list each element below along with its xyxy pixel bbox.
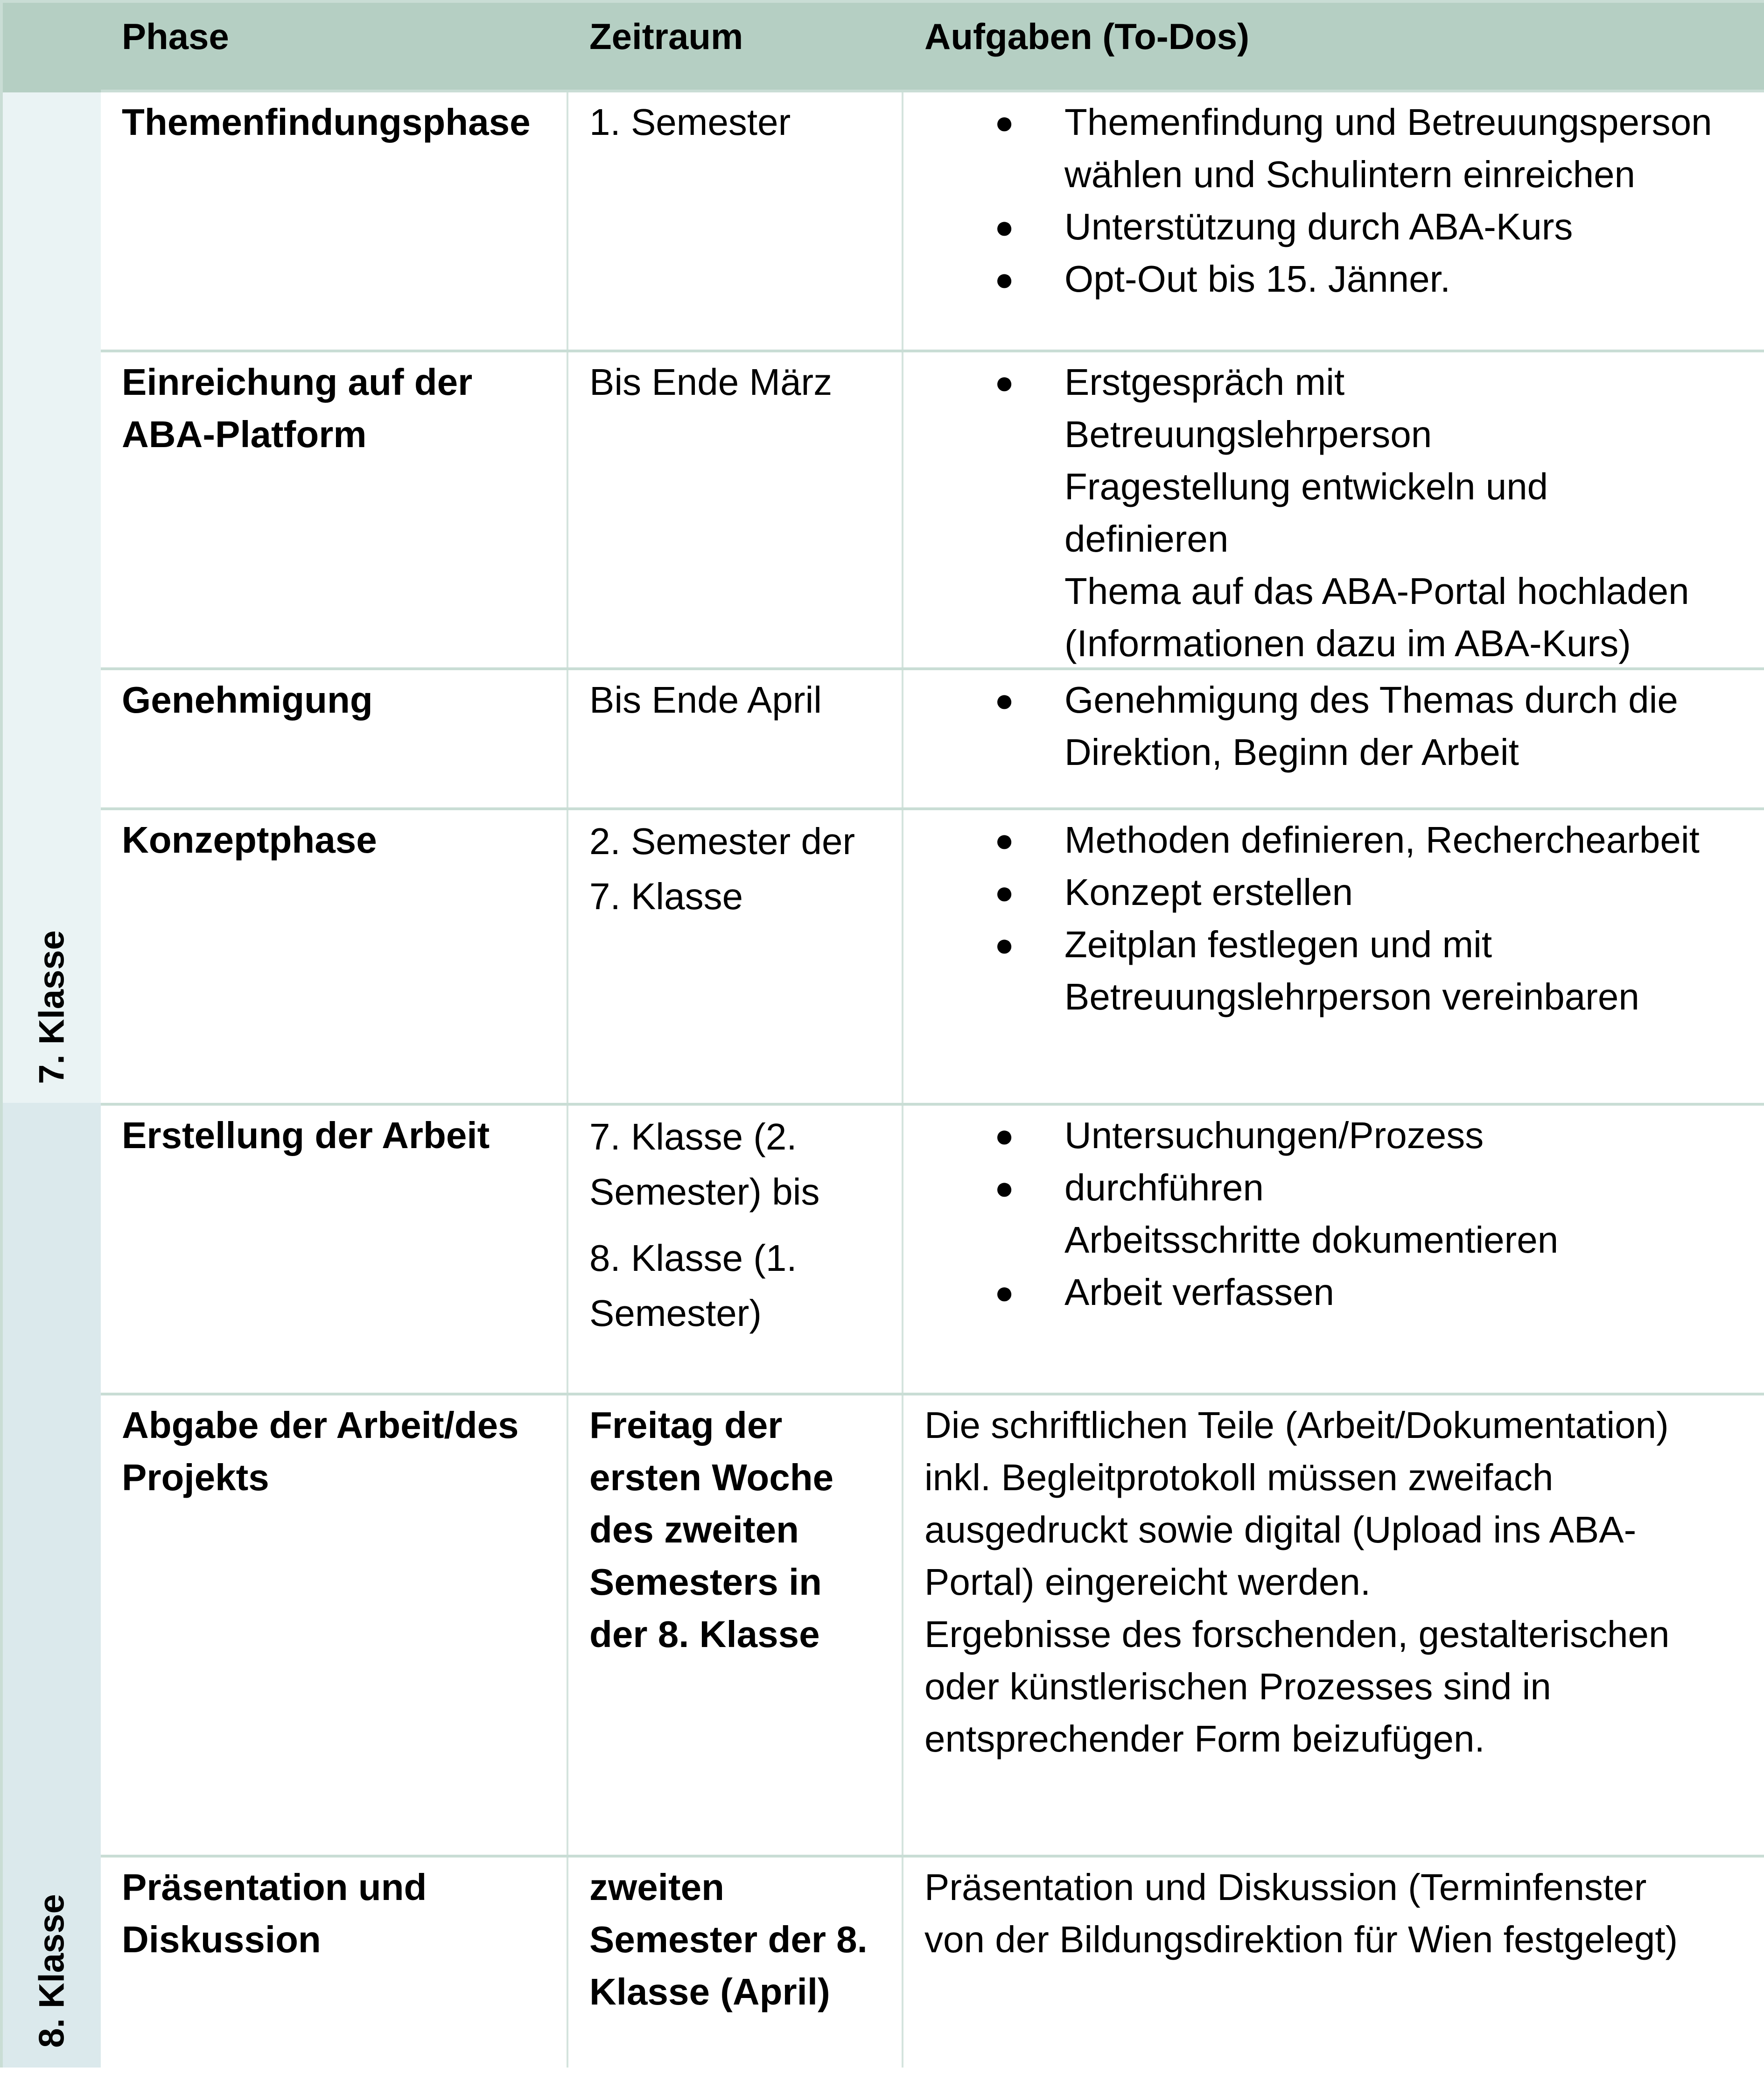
phase-text: Einreichung auf der bbox=[122, 361, 473, 403]
zeitraum-text: Semester der 8. bbox=[589, 1919, 868, 1960]
table-row bbox=[101, 1103, 1764, 1393]
task-item bbox=[924, 674, 1757, 778]
zeitraum-text: Bis Ende März bbox=[589, 361, 833, 403]
bullet-icon: ● bbox=[994, 926, 1015, 963]
table-row bbox=[101, 667, 1764, 807]
task-line: Direktion, Beginn der Arbeit bbox=[1064, 731, 1519, 773]
zeitraum-text: Semesters in bbox=[589, 1561, 822, 1603]
zeitraum-text: Freitag der bbox=[589, 1404, 783, 1446]
task-item bbox=[924, 1109, 1757, 1162]
spacer bbox=[589, 1220, 902, 1231]
phase-cell bbox=[101, 1858, 568, 2068]
task-line: durchführen bbox=[1064, 1167, 1264, 1208]
task-line: Erstgespräch mit bbox=[1064, 361, 1345, 403]
zeitraum-text: Bis Ende April bbox=[589, 679, 822, 721]
bullet-icon: ● bbox=[994, 874, 1015, 911]
phase-text: Erstellung der Arbeit bbox=[122, 1115, 490, 1156]
phase-cell bbox=[101, 1395, 568, 1855]
task-line: Thema auf das ABA-Portal hochladen bbox=[1064, 570, 1689, 612]
phase-text: Diskussion bbox=[122, 1919, 321, 1960]
band-7-klasse bbox=[3, 92, 101, 1103]
bullet-icon: ● bbox=[994, 682, 1015, 718]
task-line: Zeitplan festlegen und mit bbox=[1064, 924, 1492, 965]
task-text: Ergebnisse des forschenden, gestalterischen bbox=[924, 1613, 1670, 1655]
task-text: inkl. Begleitprotokoll müssen zweifach bbox=[924, 1457, 1554, 1498]
task-line: Unterstützung durch ABA-Kurs bbox=[1064, 206, 1573, 247]
phase-text: Präsentation und bbox=[122, 1866, 427, 1908]
band-label-7-klasse: 7. Klasse bbox=[32, 930, 72, 1084]
zeitraum-cell bbox=[568, 1858, 903, 2068]
zeitraum-cell bbox=[568, 670, 903, 807]
task-text: oder künstlerischen Prozesses sind in bbox=[924, 1666, 1551, 1707]
task-item bbox=[924, 918, 1757, 1023]
task-text: Präsentation und Diskussion (Terminfenster bbox=[924, 1866, 1647, 1908]
task-line: Themenfindung und Betreuungsperson bbox=[1064, 101, 1712, 143]
zeitraum-text: 2. Semester der bbox=[589, 820, 855, 862]
tasks-cell bbox=[903, 1106, 1764, 1393]
task-text: Die schriftlichen Teile (Arbeit/Dokumentation) bbox=[924, 1404, 1669, 1446]
phase-text: ABA-Platform bbox=[122, 414, 367, 455]
task-text: ausgedruckt sowie digital (Upload ins ABA- bbox=[924, 1509, 1637, 1550]
zeitraum-text: des zweiten bbox=[589, 1509, 799, 1550]
zeitraum-cell bbox=[568, 810, 903, 1103]
task-line: Untersuchungen/Prozess bbox=[1064, 1115, 1484, 1156]
task-item bbox=[924, 1162, 1757, 1266]
table-header bbox=[3, 3, 1764, 92]
task-line: wählen und Schulintern einreichen bbox=[1064, 154, 1636, 195]
zeitraum-text: ersten Woche bbox=[589, 1457, 834, 1498]
zeitraum-cell bbox=[568, 352, 903, 667]
band-label-8-klasse: 8. Klasse bbox=[32, 1894, 72, 2048]
task-item bbox=[924, 253, 1757, 305]
tasks-cell bbox=[903, 92, 1764, 350]
tasks-cell bbox=[903, 1858, 1764, 2068]
task-item bbox=[924, 814, 1757, 866]
bullet-icon: ● bbox=[994, 261, 1015, 297]
zeitraum-text: Klasse (April) bbox=[589, 1971, 830, 2012]
task-item bbox=[924, 356, 1757, 670]
phase-cell bbox=[101, 670, 568, 807]
bullet-icon: ● bbox=[994, 104, 1015, 140]
task-line: Arbeitsschritte dokumentieren bbox=[1064, 1219, 1559, 1261]
phase-text: Genehmigung bbox=[122, 679, 373, 721]
table-row bbox=[101, 90, 1764, 350]
table-row bbox=[101, 1855, 1764, 2068]
zeitraum-text: Semester) bis bbox=[589, 1171, 820, 1213]
phase-text: Projekts bbox=[122, 1457, 269, 1498]
zeitraum-cell bbox=[568, 1395, 903, 1855]
table-row bbox=[101, 1393, 1764, 1855]
zeitraum-text: zweiten bbox=[589, 1866, 724, 1908]
task-line: (Informationen dazu im ABA-Kurs) bbox=[1064, 623, 1631, 664]
header-zeitraum: Zeitraum bbox=[589, 16, 743, 57]
task-item bbox=[924, 1266, 1757, 1318]
task-item bbox=[924, 96, 1757, 201]
phase-cell bbox=[101, 810, 568, 1103]
bullet-icon: ● bbox=[994, 1170, 1015, 1206]
bullet-icon: ● bbox=[994, 1117, 1015, 1154]
task-line: Methoden definieren, Recherchearbeit bbox=[1064, 819, 1700, 861]
phase-cell bbox=[101, 92, 568, 350]
phase-text: Konzeptphase bbox=[122, 819, 377, 861]
task-line: Betreuungslehrperson bbox=[1064, 414, 1432, 455]
zeitraum-text: Semester) bbox=[589, 1292, 762, 1334]
phase-cell bbox=[101, 1106, 568, 1393]
task-line: Opt-Out bis 15. Jänner. bbox=[1064, 258, 1451, 300]
task-text: entsprechender Form beizufügen. bbox=[924, 1718, 1485, 1760]
phase-text: Abgabe der Arbeit/des bbox=[122, 1404, 519, 1446]
phase-cell bbox=[101, 352, 568, 667]
bullet-icon: ● bbox=[994, 209, 1015, 245]
zeitraum-text: 8. Klasse (1. bbox=[589, 1237, 797, 1279]
tasks-cell bbox=[903, 810, 1764, 1103]
header-phase: Phase bbox=[122, 16, 229, 57]
task-line: Konzept erstellen bbox=[1064, 871, 1353, 913]
zeitraum-text: 1. Semester bbox=[589, 101, 791, 143]
zeitraum-cell bbox=[568, 1106, 903, 1393]
task-item bbox=[924, 866, 1757, 918]
zeitraum-cell bbox=[568, 92, 903, 350]
bullet-icon: ● bbox=[994, 822, 1015, 858]
zeitraum-text: der 8. Klasse bbox=[589, 1613, 820, 1655]
header-aufgaben: Aufgaben (To-Dos) bbox=[924, 16, 1250, 57]
phase-text: Themenfindungsphase bbox=[122, 101, 531, 143]
bullet-icon: ● bbox=[994, 364, 1015, 400]
task-text: Portal) eingereicht werden. bbox=[924, 1561, 1371, 1603]
bullet-icon: ● bbox=[994, 1274, 1015, 1311]
task-item bbox=[924, 201, 1757, 253]
task-line: definieren bbox=[1064, 518, 1229, 560]
zeitraum-text: 7. Klasse (2. bbox=[589, 1116, 797, 1157]
table-row bbox=[101, 807, 1764, 1103]
tasks-cell bbox=[903, 352, 1764, 667]
task-line: Fragestellung entwickeln und bbox=[1064, 466, 1548, 507]
band-8-klasse bbox=[3, 1103, 101, 2068]
task-line: Genehmigung des Themas durch die bbox=[1064, 679, 1678, 721]
zeitraum-text: 7. Klasse bbox=[589, 876, 743, 917]
tasks-cell bbox=[903, 670, 1764, 807]
task-line: Arbeit verfassen bbox=[1064, 1271, 1335, 1313]
task-text: von der Bildungsdirektion für Wien festgelegt) bbox=[924, 1919, 1678, 1960]
table-row bbox=[101, 350, 1764, 667]
tasks-cell bbox=[903, 1395, 1764, 1855]
task-line: Betreuungslehrperson vereinbaren bbox=[1064, 976, 1639, 1017]
